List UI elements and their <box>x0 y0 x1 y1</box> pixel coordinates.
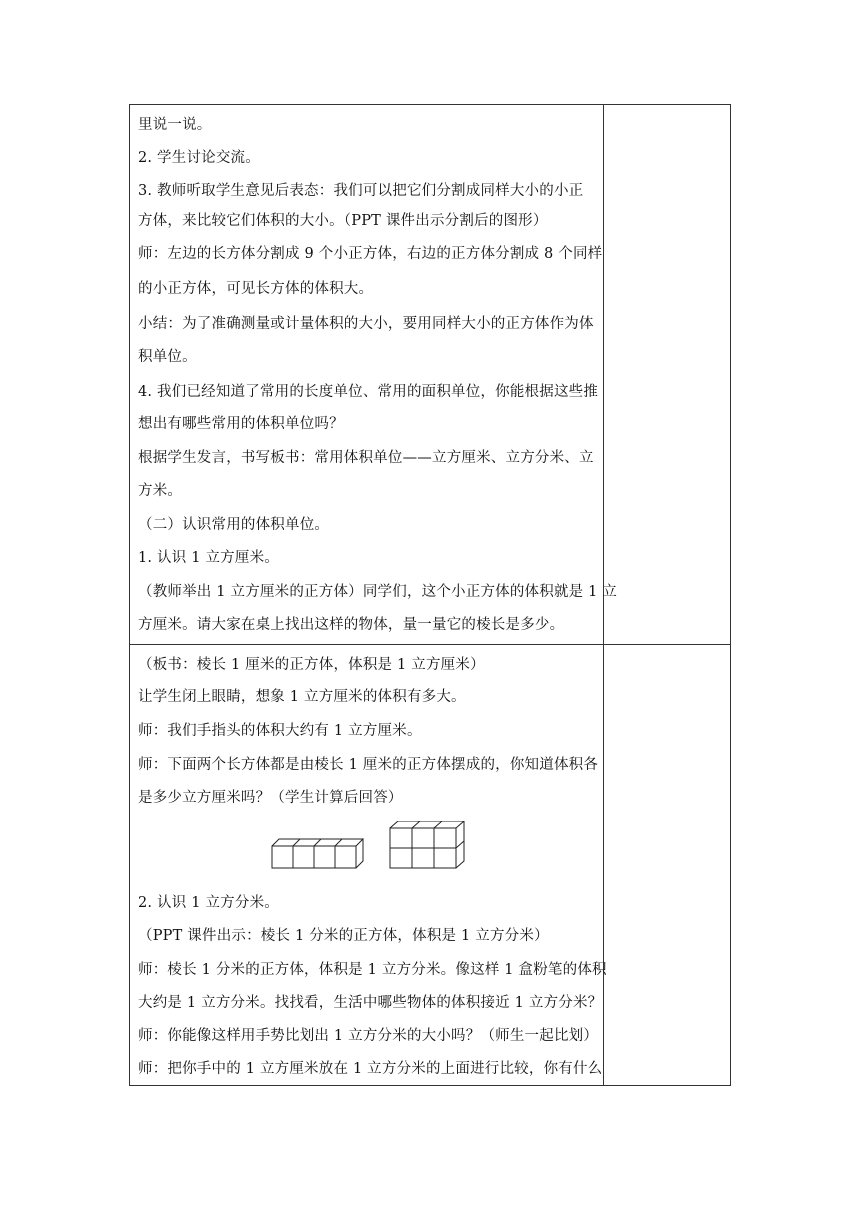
text-line: 积单位。 <box>138 349 197 365</box>
text-line: 小结：为了准确测量或计量体积的大小，要用同样大小的正方体作为体 <box>138 316 594 332</box>
section-heading: 2. 认识 1 立方分米。 <box>138 895 279 911</box>
table-row <box>130 105 731 645</box>
text-line: 2. 学生讨论交流。 <box>138 150 260 166</box>
text-line: （板书：棱长 1 厘米的正方体，体积是 1 立方厘米） <box>138 657 485 673</box>
lesson-content-cell <box>130 105 618 644</box>
text-line: 方米。 <box>138 483 183 499</box>
lesson-table <box>129 104 731 1086</box>
text-line: 师：我们手指头的体积大约有 1 立方厘米。 <box>138 723 422 739</box>
text-line: 的小正方体，可见长方体的体积大。 <box>138 281 374 297</box>
section-heading: （二）认识常用的体积单位。 <box>138 517 330 533</box>
text-line: 3. 教师听取学生意见后表态：我们可以把它们分割成同样大小的小正 <box>138 183 584 199</box>
text-line: 1. 认识 1 立方厘米。 <box>138 550 279 566</box>
text-line: （PPT 课件出示：棱长 1 分米的正方体，体积是 1 立方分米） <box>138 928 549 944</box>
text-line: （教师举出 1 立方厘米的正方体）同学们，这个小正方体的体积就是 1 立 <box>138 584 618 600</box>
text-line: 是多少立方厘米吗？（学生计算后回答） <box>138 790 403 806</box>
lesson-content-cell <box>130 645 607 1085</box>
text-line: 师：你能像这样用手势比划出 1 立方分米的大小吗？（师生一起比划） <box>138 1028 599 1044</box>
cuboid-figure <box>270 821 470 876</box>
text-line: 方厘米。请大家在桌上找出这样的物体，量一量它的棱长是多少。 <box>138 617 565 633</box>
notes-cell <box>604 105 731 644</box>
left-cuboid <box>272 839 363 868</box>
text-line: 里说一说。 <box>138 117 212 133</box>
text-line: 师：把你手中的 1 立方厘米放在 1 立方分米的上面进行比较，你有什么 <box>138 1061 603 1077</box>
table-row <box>130 645 731 1086</box>
text-line: 大约是 1 立方分米。找找看，生活中哪些物体的体积接近 1 立方分米？ <box>138 995 603 1011</box>
text-line: 根据学生发言，书写板书：常用体积单位——立方厘米、立方分米、立 <box>138 450 594 466</box>
text-line: 师：棱长 1 分米的正方体，体积是 1 立方分米。像这样 1 盒粉笔的体积 <box>138 962 607 978</box>
text-line: 师：左边的长方体分割成 9 个小正方体，右边的正方体分割成 8 个同样 <box>138 246 603 262</box>
text-line: 想出有哪些常用的体积单位吗？ <box>138 416 344 432</box>
text-line: 让学生闭上眼睛，想象 1 立方厘米的体积有多大。 <box>138 689 466 705</box>
text-line: 师：下面两个长方体都是由棱长 1 厘米的正方体摆成的，你知道体积各 <box>138 757 599 773</box>
notes-cell <box>604 645 731 1085</box>
text-line: 方体，来比较它们体积的大小。（PPT 课件出示分割后的图形） <box>138 213 548 229</box>
right-cuboid <box>390 821 464 868</box>
text-line: 4. 我们已经知道了常用的长度单位、常用的面积单位，你能根据这些推 <box>138 384 599 400</box>
